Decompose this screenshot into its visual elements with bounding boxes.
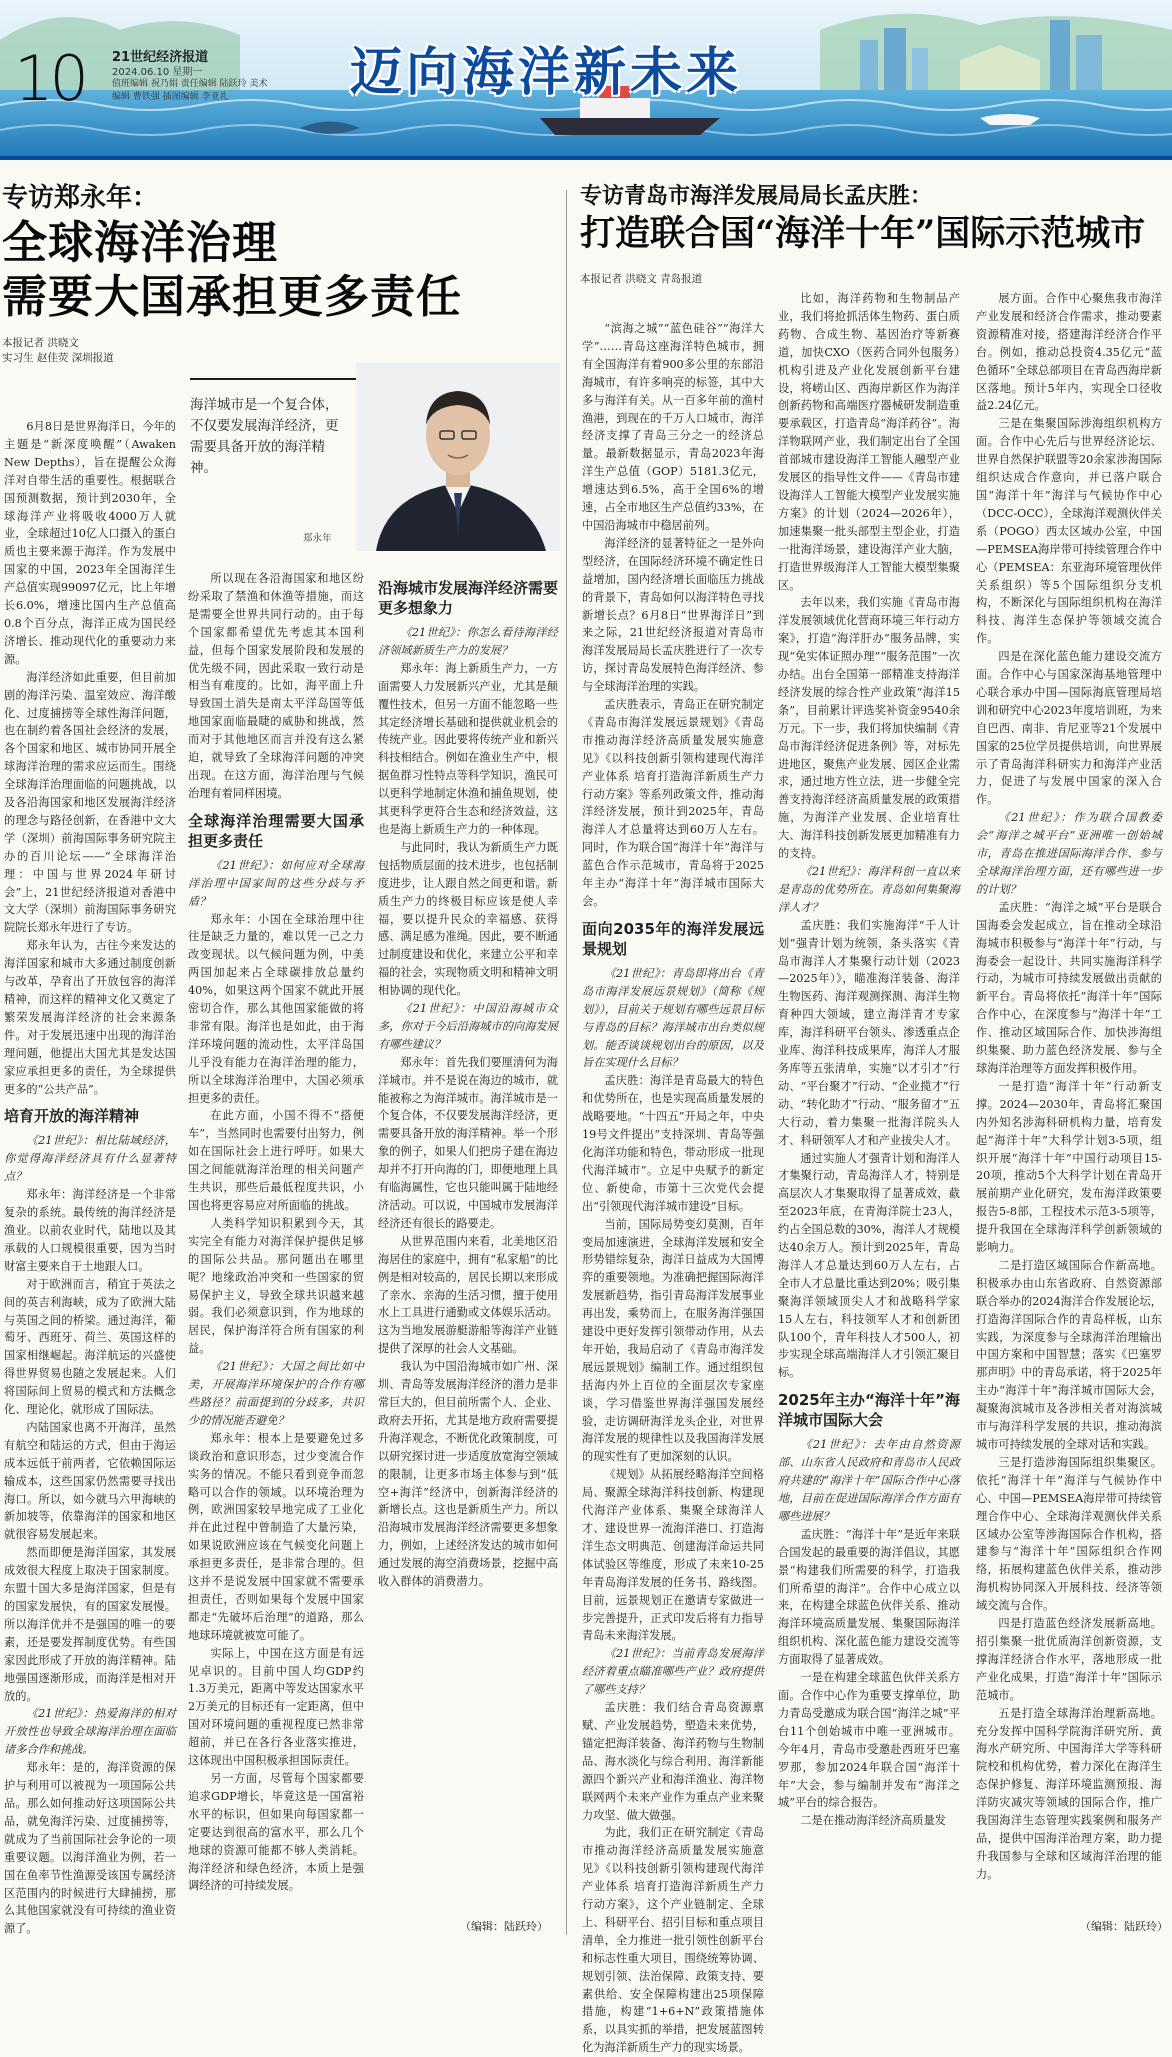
right-story-header [580,180,1172,287]
article-paragraph: 然而即便是海洋国家，其发展成效很大程度上取决于国家制度。东盟十国大多是海洋国家，但是有的国家发展快，有的国家发展慢。所以海洋优并不是强国的唯一的要素，还是要发挥制度优势。有些国家因此形成了开放的海洋精神。陆地强国逐渐形成，而海洋是相对开放的。 [4,1546,176,1703]
interview-question: 《21世纪》：热爱海洋的相对开放性也导致全球海洋治理在面临诸多合作和挑战。 [4,1707,176,1757]
article-paragraph: 郑永年：海洋经济是一个非常复杂的系统。最传统的海洋经济是渔业。以前农业时代，陆地以及其承载的人口规模很重要，因为当时财富主要来自于土地跟人口。 [4,1188,176,1273]
interview-question: 《21世纪》：相比陆域经济，你觉得海洋经济具有什么显著特点？ [4,1134,176,1184]
article-paragraph: 6月8日是世界海洋日，今年的主题是“新深度唤醒”（Awaken New Depths），旨在提醒公众海洋对自带生活的重要性。根据联合国预测数据，预计到2030年，全球海洋产业将吸收4000万人就业，全球超过10亿人口摄入的蛋白质也主要来源于海洋。作为发展中国家的中国，2023年全国海洋生产总值实现99097亿元，比上年增长6.0%，增速比国内生产总值高0.8个百分点，海洋正成为国民经济增长、推动现代化的重要动力来源。 [4,420,176,666]
left-byline-2: 实习生 赵佳荧 深圳报道 [2,352,114,364]
article-paragraph: 孟庆胜表示，青岛正在研究制定《青岛市海洋发展远景规划》《青岛市推动海洋经济高质量发展实施意见》《以科技创新引领构建现代海洋产业体系 培育打造海洋新质生产力行动方案》等系列政策文件，推动海洋经济发展，预计到2025年，青岛海洋人才总量将达到60万人左右。同时，作为联合国“海洋十年”海洋与蓝色合作示范城市，青岛将于2025年主办“海洋十年”海洋城市国际大会。 [582,698,764,908]
article-paragraph: 郑永年：是的，海洋资源的保护与利用可以被视为一项国际公共品。那么如何推动好这项国际公共品，就免海洋污染、过度捕捞等，就成为了当前国际社会争论的一项重要议题。以海洋渔业为例，若一国在鱼率节性渔源受该国专属经济区范围内的时候进行大肆捕捞，那么其他国家就没有可持续的渔业资源了。 [4,1761,176,1936]
article-paragraph: 通过实施人才强青计划和海洋人才集聚行动，青岛海洋人才，特别是高层次人才集聚取得了显著成效，截至2023年底，在青海洋院士23人，约占全国总数的30%，海洋人才规模达40余万人。预计到2025年，青岛海洋人才总量达到60万人左右，占全市人才总量比重达到20%；吸引集聚海洋领域顶尖人才和战略科学家15人左右，科技领军人才和创新团队100个，青年科技人才500人，初步实现全球高端海洋人才引领汇聚目标。 [778,1151,960,1380]
interview-question: 《21世纪》：当前青岛发展海洋经济着重点瞄准哪些产业？政府提供了哪些支持？ [582,1647,764,1697]
interview-question: 《21世纪》：海洋科创一直以来是青岛的优势所在。青岛如何集聚海洋人才？ [778,865,960,914]
right-kicker: 专访青岛市海洋发展局局长孟庆胜： [580,183,933,209]
article-paragraph: 海洋经济如此重要，但目前加剧的海洋污染、温室效应、海洋酸化、过度捕捞等全球性海洋问题，也在制约着各国社会经济的发展，各个国家和地区、城市协同开展全球海洋治理的需求应运而生。围绕全球海洋治理面临的问题挑战，以及各沿海国家和地区发展海洋经济的理念与路径创新，在香港中文大学（深圳）前海国际事务研究院主办的百川论坛——“全球海洋治理：中国与世界2024年研讨会”上，21世纪经济报道对香港中文大学（深圳）前海国际事务研究院院长郑永年进行了专访。 [4,670,176,935]
article-paragraph: 郑永年：首先我们要厘清何为海洋城市。并不是说在海边的城市，就能被称之为海洋城市。海洋城市是一个复合体，不仅要发展海洋经济，更需要具备开放的海洋精神。举一个形象的例子，如果人们把房子建在海边却并不打开向海的门，即便地理上具有临海属性，它也只能叫属于陆地经济活动。可以说，中国城市发展海洋经济还有很长的路要走。 [378,1055,558,1230]
interview-question: 《21世纪》：作为联合国教委会“海洋之城平台”亚洲唯一创始城市，青岛在推进国际海洋合作、参与全球海洋治理方面，还有哪些进一步的计划？ [976,811,1162,896]
article-paragraph: 我认为中国沿海城市如广州、深圳、青岛等发展海洋经济的潜力是非常巨大的，但目前所需个人、企业、政府去开拓，尤其是地方政府需要提升海洋观念，不断优化政策制度，可以研究探讨进一步适度放宽海空领域的限制，让更多市场主体参与到“低空+海洋”经济中，创新海洋经济的新增长点。这也是新质生产力。所以沿海城市发展海洋经济需要更多想象力，例如，上述经济发达的城市如何通过发展的海空消费场景，挖掘中高收入群体的消费潜力。 [378,1360,558,1589]
interview-question: 《21世纪》：你怎么看待海洋经济领域新质生产力的发展？ [378,626,558,657]
article-paragraph: 三是打造涉海国际组织集聚区。依托“海洋十年”海洋与气候协作中心、中国—PEMSEA海岸带可持续管理合作中心、全球海洋观测伙伴关系区域办公室等涉海国际合作机构，搭建参与“海洋十年”国际组织合作网络，拓展构建蓝色伙伴关系，推动涉海机构协同深入开展科技、经济等领域交流与合作。 [976,1455,1162,1613]
article-paragraph: 孟庆胜：海洋是青岛最大的特色和优势所在，也是实现高质量发展的战略要地。“十四五”开局之年，中央19号文件提出“支持深圳、青岛等强化海洋功能和特色，带动形成一批现代海洋城市”。立足中央赋予的新定位、新使命，市第十三次党代会提出“引领现代海洋城市建设”目标。 [582,1074,764,1213]
masthead: 21世纪经济报道 [112,50,209,65]
right-story-column-3 [976,290,1162,1910]
article-paragraph: 展方面。合作中心聚焦我市海洋产业发展和经济合作需求，推动要素资源精准对接，搭建海洋经济合作平台。例如，推动总投资4.35亿元“蓝色循环”全球总部项目在青岛西海岸新区落地。预计5年内，实现全口径收益2.24亿元。 [976,292,1162,413]
article-paragraph: 海洋经济的显著特征之一是外向型经济，在国际经济环境不确定性日益增加，国内经济增长面临压力挑战的背景下，青岛如何以海洋特色寻找新增长点？6月8日“世界海洋日”到来之际，21世纪经济报道对青岛市海洋发展局局长孟庆胜进行了一次专访，探讨青岛发展特色海洋经济、参与全球海洋治理的实践。 [582,536,764,694]
photo-caption: 郑永年 [303,533,332,544]
interview-question: 《21世纪》：去年由自然资源部、山东省人民政府和青岛市人民政府共建的“海洋十年”国际合作中心落地，目前在促进国际海洋合作方面有哪些进展？ [778,1438,960,1523]
section-heading: 沿海城市发展海洋经济需要更多想象力 [378,579,559,617]
column-divider [566,190,567,1935]
article-paragraph: 郑永年：海上新质生产力，一方面需要人力发展新兴产业，尤其是颠覆性技术，但另一方面不能忽略一些其定经济增长基础和提供就业机会的传统产业。因此要将传统产业和新兴科技相结合。例如在渔业生产中，根据鱼群习性特点等科学知识，渔民可以更科学地制定休渔和捕鱼规划，使其更科学更符合生态和经济效益，这也是海上新质生产力的一种体现。 [378,661,558,836]
article-paragraph: 与此同时，我认为新质生产力既包括物质层面的技术进步，也包括制度进步，让人跟自然之间更和谐。新质生产力的终极目标应该是使人幸福，要以提升民众的幸福感、获得感、满足感为准绳。因此，要不断通过制度建设和优化，来建立公平和幸福的社会，实现物质文明和精神文明相协调的现代化。 [378,840,558,998]
left-headline-line1: 全球海洋治理 [2,216,279,269]
article-paragraph: 比如，海洋药物和生物制品产业，我们将抢抓活体生物药、蛋白质药物、合成生物、基因治疗等新赛道，加快CXO（医药合同外包服务）机构引进及产业化发展创新平台建设，将崂山区、西海岸新区作为海洋创新药物和高端医疗器械研发制造重要承载区，打造青岛“海洋药谷”。海洋物联网产业，我们制定出台了全国首部城市建设海洋工智能人融型产业发展区的指导性文件——《青岛市建设海洋人工智能大模型产业发展实施方案》的计划（2024—2026年），加速集聚一批头部型主型企业，打造一批海洋场景，建设海洋产业大脑，打造世界级海洋人工智能大模型集聚区。 [778,292,960,592]
left-editor-note: （编辑：陆跃玲） [460,1920,548,1933]
article-paragraph: 实际上，中国在这方面是有远见卓识的。目前中国人均GDP约1.3万美元，距离中等发达国家水平2万美元的目标还有一定距离，但中国对环境问题的重视程度已然非常超前，并已在各行各业落实推进，这体现出中国积极承担国际责任。 [188,1646,364,1768]
section-banner [0,0,1172,160]
article-paragraph: 所以现在各沿海国家和地区纷纷采取了禁渔和休渔等措施，而这是需要全世界共同行动的。由于每个国家都希望优先考虑其本国利益，但每个国家发展阶段和发展的优先级不同，因此采取一致行动是相当有难度的。比如，海平面上升导致国土消失是南太平洋岛国等低地国家面临最睫的威胁和挑战，然而对于其他地区而言并没有这么紧迫，就导致了全球海洋问题的冲突出现。在这方面，海洋治理与气候治理有着同样困境。 [188,572,364,800]
article-paragraph: 为此，我们正在研究制定《青岛市推动海洋经济高质量发展实施意见》《以科技创新引领构建现代海洋产业体系 培育打造海洋新质生产力行动方案》，这个产业链制定、全球上、科研平台、招引目标和重点项目清单，全力推进一批引领性创新平台和标志性重大项目，围绕统筹协调、规划引领、法治保障、政策支持、要素供给、安全保障构建出25项保障措施，构建“1+6+N”政策措施体系，以具实抓的举措，把发展蓝图转化为海洋新质生产力的现实场景。 [582,1826,764,2055]
article-paragraph: “滨海之城”“蓝色硅谷”“海洋大学”……青岛这座海洋特色城市，拥有全国海洋有着900多公里的东部沿海城市，有许多响亮的标签，其中大多与海洋有关。从一百多年前的渔村渔港，到现在的千万人口城市，海洋经济支撑了青岛三分之一的经济总量。最新数据显示，青岛2023年海洋生产总值（GOP）5181.3亿元，增速达到6.5%，高于全国6%的增速，占全市地区生产总值约33%，在中国沿海城市中稳居前列。 [582,322,764,532]
left-headline-line2: 需要大国承担更多责任 [2,270,463,323]
section-title: 迈向海洋新未来 [350,42,743,103]
article-paragraph: 二是打造区域国际合作新高地。积极承办由山东省政府、自然资源部联合举办的2024海洋合作发展论坛，打造海洋国际合作的青岛样板，山东实践，为深度参与全球海洋治理输出中国方案和中国智慧；落实《巴塞罗那声明》中的青岛承诺，将于2025年主办“海洋十年”海洋城市国际大会，凝聚海滨城市及各涉相关者对海滨城市与海洋科学发展的共识，推动海滨城市可持续发展的全球对话和实践。 [976,1258,1162,1451]
article-paragraph: 郑永年认为，古往今来发达的海洋国家和城市大多通过制度创新与改革，孕育出了开放包容的海洋精神，而这样的精神文化又奠定了繁荣发展海洋经济的社会来源条件。对于发展迅速中出现的海洋治理问题，他提出大国尤其是发达国家应承担更多的责任，为全球提供更多的“公共产品”。 [4,939,176,1096]
right-story-column-2 [778,290,960,1938]
editor-credits: 值班编辑 祝乃娟 责任编辑 陆跃玲 美术编辑 曹铁强 插图编辑 李亚礼 [112,79,268,102]
article-paragraph: 二是在推动海洋经济高质量发 [800,1814,946,1828]
right-byline: 本报记者 洪晓文 青岛报道 [580,273,703,285]
left-kicker: 专访郑永年： [2,183,159,213]
interview-question: 《21世纪》：如何应对全球海洋治理中国家间的这些分歧与矛盾？ [188,858,364,908]
article-paragraph: 孟庆胜：“海洋之城”平台是联合国海委会发起成立，旨在推动全球沿海城市积极参与“海洋十年”行动，与海委会一起设计、共同实施海洋科学行动，为城市可持续发展做出贡献的新平台。青岛将依托“海洋十年”国际合作中心，在深度参与“海洋十年”工作、推动区域国际合作、加快涉海组织集聚、助力蓝色经济发展、参与全球海洋治理等方面发挥积极作用。 [976,900,1162,1075]
article-paragraph: 孟庆胜：“海洋十年”是近年来联合国发起的最重要的海洋倡议，其愿景“构建我们所需要的科学，打造我们所希望的海洋”。合作中心成立以来，在构建全球蓝色伙伴关系、推动海洋环境高质量发展、集聚国际海洋组织机构、深化蓝色能力建设交流等方面取得了显著成效。 [778,1527,960,1667]
article-paragraph: 另一方面，尽管每个国家都要追求GDP增长，毕竟这是一国富裕水平的标识，但如果向每国家都一定要达到很高的富水平，那么几个地球的资源可能都不够人类消耗。海洋经济和绿色经济，本质上是强调经济的可持续发展。 [188,1772,364,1893]
article-paragraph: 对于欧洲而言，稍宜于英法之间的英吉利海峡，成为了欧洲大陆与英国之间的桥梁。通过海洋，葡萄牙、西班牙、荷兰、英国这样的国家相继崛起。海洋航运的兴盛使得世界贸易也随之发展起来。人们将国际间上贸易的模式和方法概念化、理论化，就形成了国际法。 [4,1277,176,1417]
right-editor-note: （编辑：陆跃玲） [1080,1920,1168,1933]
issue-date: 2024.06.10 星期一 [112,67,203,78]
left-story-column-3 [378,570,558,1910]
section-heading: 2025年主办“海洋十年”海洋城市国际大会 [778,1391,960,1430]
article-paragraph: 内陆国家也离不开海洋，虽然有航空和陆运的方式，但由于海运成本远低于前两者，它依赖国际运输成本，这些国家仍然需要寻找出海口。所以，如今就马六甲海峡的新加坡等，依靠海洋的国家和地区就很容易发展起来。 [4,1420,176,1542]
article-paragraph: 《规划》从拓展经略海洋空间格局、聚源全球海洋科技创新、构建现代海洋产业体系、集聚全球海洋人才、建设世界一流海洋港口、打造海洋生态文明典范、创建海洋命运共同体试验区等维度，形成了未来10-25年青岛海洋发展的任务书、路线图。目前，远景规划正在邀请专家做进一步完善提升，正式印发后将有力指导青岛未来海洋发展。 [582,1468,764,1643]
left-story-header [0,180,560,366]
article-paragraph: 人类科学知识积累到今天，其实完全有能力对海洋保护提供足够的国际公共品。那问题出在哪里呢？地缘政治冲突和一些国家的贸易保护主义，导致全球共识越来越弱。我们必须意识到，作为地球的居民，保护海洋符合所有国家的利益。 [188,1216,364,1356]
interview-question: 《21世纪》：青岛即将出台《青岛市海洋发展远景规划》（简称《规划》），目前关于规划有哪些远景目标与青岛的目标？海洋城市出台类似规划。能否谈谈规划出台的原因，以及旨在实现什么目标？ [582,966,764,1070]
article-paragraph: 四是打造蓝色经济发展新高地。招引集聚一批优质海洋创新资源，支撑海洋经济合作水平，落地形成一批产业化成果，打造“海洋十年”国际示范城市。 [976,1617,1162,1702]
left-byline-1: 本报记者 洪晓文 [2,337,79,349]
article-paragraph: 当前，国际局势变幻莫测，百年变局加速演进，全球海洋发展和安全形势错综复杂，海洋日益成为大国博弈的重要领地。为准确把握国际海洋发展新趋势，指引青岛海洋发展事业再出发，乘势而上，在服务海洋强国建设中更好发挥引领带动作用，从去年开始，我局启动了《青岛市海洋发展远景规划》编制工作。通过组织包括海内外上百位的全面层次专家座谈，学习借鉴世界海洋强国发展经验，走访调研海洋龙头企业，对世界海洋发展的规律性以及我国海洋发展的现实性有了更加深刻的认识。 [582,1217,764,1464]
section-heading: 面向2035年的海洋发展远景规划 [582,919,764,958]
article-paragraph: 一是打造“海洋十年”行动新支撑。2024—2030年，青岛将汇聚国内外知名涉海科研机构力量，培育发起“海洋十年”大科学计划3-5项，组织开展“海洋十年”中国行动项目15-20项，推动5个大科学计划在青岛开展前期产业化研究，发布海洋政策要报告5-8部，工程技术示范3-5项等，提升我国在全球海洋科学创新领域的影响力。 [976,1079,1162,1255]
left-story-column-2 [188,570,364,1938]
article-paragraph: 一是在构建全球蓝色伙伴关系方面。合作中心作为重要支撑单位，助力青岛受邀成为联合国“海洋之城”平台11个创始城市中唯一亚洲城市。今年4月，青岛市受邀赴西班牙巴塞罗那，参加2024年联合国“海洋十年”大会，参与编制并发布“海洋之城”平台的综合报告。 [778,1671,960,1810]
pull-quote-rule [190,378,370,380]
article-paragraph: 三是在集聚国际涉海组织机构方面。合作中心先后与世界经济论坛、世界自然保护联盟等20余家涉海国际组织达成合作意向，并已落户联合国“海洋十年”海洋与气候协作中心（DCC-OCC），全球海洋观测伙伴关系（POGO）西太区域办公室，中国—PEMSEA海岸带可持续管理合作中心（PEMSEA：东亚海环境管理伙伴关系组织）等5个国际组织分支机构，不断深化与国际组织机构在海洋科技、海洋生态保护等领域交流合作。 [976,417,1162,646]
left-story-column-1 [4,418,176,1938]
interview-question: 《21世纪》：中国沿海城市众多，你对于今后沿海城市的向海发展有哪些建议？ [378,1002,558,1051]
article-paragraph: 五是打造全球海洋治理新高地。充分发挥中国科学院海洋研究所、黄海水产研究所、中国海洋大学等科研院校和机构优势，着力深化在海洋生态保护修复、海洋环境监测预报、海洋防灾减灾等领域的国际合作，推广我国海洋生态管理实践案例和服务产品，提供中国海洋治理方案，助力提升我国参与全球和区域海洋治理的能力。 [976,1706,1162,1881]
portrait-photo [356,363,560,551]
section-heading: 培育开放的海洋精神 [4,1107,140,1126]
right-headline: 打造联合国“海洋十年”国际示范城市 [580,213,1146,254]
article-paragraph: 孟庆胜：我们实施海洋“千人计划”强青计划为统领，条头落实《青岛市海洋人才集聚行动计划（2023—2025年）》，瞄准海洋装备、海洋生物医药、海洋观测探测、海洋生物育种四大领域，建立海洋青才专家库，海洋科研平台领头、渗透重点企业库、海洋科技成果库，海洋人才服务库等五张清单，实施“以才引才”行动、“平台聚才”行动、“企业揽才”行动、“转化助才”行动、“服务留才”五大行动，着力集聚一批海洋院头人才、科研领军人才和产业拔尖人才。 [778,918,960,1147]
right-story-column-1 [582,320,764,2055]
article-paragraph: 从世界范围内来看，北美地区沿海居住的家庭中，拥有“私家船”的比例是相对较高的，居民长期以来形成了亲水、亲海的生活习惯，擅于使用水上工具进行通勤或文体娱乐活动。这为当地发展游艇游船等海洋产业链提供了深厚的社会人文基础。 [378,1234,558,1356]
interview-question: 《21世纪》：大国之间比如中美，开展海洋环境保护的合作有哪些路径？前面提到的分歧多，共识少的情况能否避免？ [188,1360,364,1427]
article-paragraph: 在此方面，小国不得不“搭便车”，当然同时也需要付出努力，例如在国际社会上进行呼吁。如果大国之间能就海洋治理的相关问题产生共识，那些后最低程度共识，小国也将更容易应对所面临的挑战。 [188,1109,364,1212]
article-paragraph: 郑永年：根本上是要避免过多谈政治和意识形态，过少变流合作实务的情况。不能只看到竞争而忽略可以合作的领域。以环境治理为例，欧洲国家较早地完成了工业化并在此过程中曾制造了大量污染，如果说欧洲应该在气候变化问题上承担更多责任，是非常合理的。但这并不是说发展中国家就不需要承担责任，否则如果每个发展中国家都走“先破坏后治理”的道路，那么地球环境就被宽可能了。 [188,1431,364,1642]
article-paragraph: 孟庆胜：我们结合青岛资源禀赋、产业发展趋势，塑造未来优势，锚定把海洋装备、海洋药物与生物制品、海水淡化与综合利用、海洋新能源四个新兴产业和海洋渔业、海洋物联网两个未来产业作为重点产业来聚力攻坚、做大做强。 [582,1701,764,1822]
article-paragraph: 四是在深化蓝色能力建设交流方面。合作中心与国家深海基地管理中心联合承办中国—国际海底管理局培训和研究中心2023年度培训班，为来自巴西、南非、肯尼亚等21个发展中国家的25位学员提供培训，向世界展示了青岛海洋科研实力和海洋产业活力，促进了与发展中国家的深入合作。 [976,650,1162,807]
article-paragraph: 郑永年：小国在全球治理中往往是缺乏力量的，难以凭一己之力改变现状。以气候问题为例，中美两国加起来占全球碳排放总量约40%，如果这两个国家不就此开展密切合作，那么其他国家能做的将非常有限。海洋也是如此，由于海洋环境问题的流动性，太平洋岛国儿乎没有能力在海洋治理的能力，所以全球海洋治理中，大国必须承担更多的责任。 [188,912,364,1105]
article-paragraph: 去年以来，我们实施《青岛市海洋发展领域优化营商环境三年行动方案》，打造“海洋肝办”服务品牌，实现“免实体证照办理”“服务范围”一次办结。出台全国第一部精准支持海洋经济发展的综合性产业政策“海洋15条”，目前累计评选奖补资金9540余万元。下一步，我们将加快编制《青岛市海洋经济促进条例》等，对标先进地区，聚焦产业发展、园区企业需求，通过地方性立法，进一步健全完善支持海洋经济高质量发展的政策措施，为海洋产业发展、企业培育壮大、海洋科技创新发展更加精准有力的支持。 [778,596,960,861]
pull-quote: 海洋城市是一个复合体，不仅要发展海洋经济，更需要具备开放的海洋精神。 [190,397,339,476]
section-heading: 全球海洋治理需要大国承担更多责任 [188,811,364,850]
page-number: 10 [14,42,85,115]
